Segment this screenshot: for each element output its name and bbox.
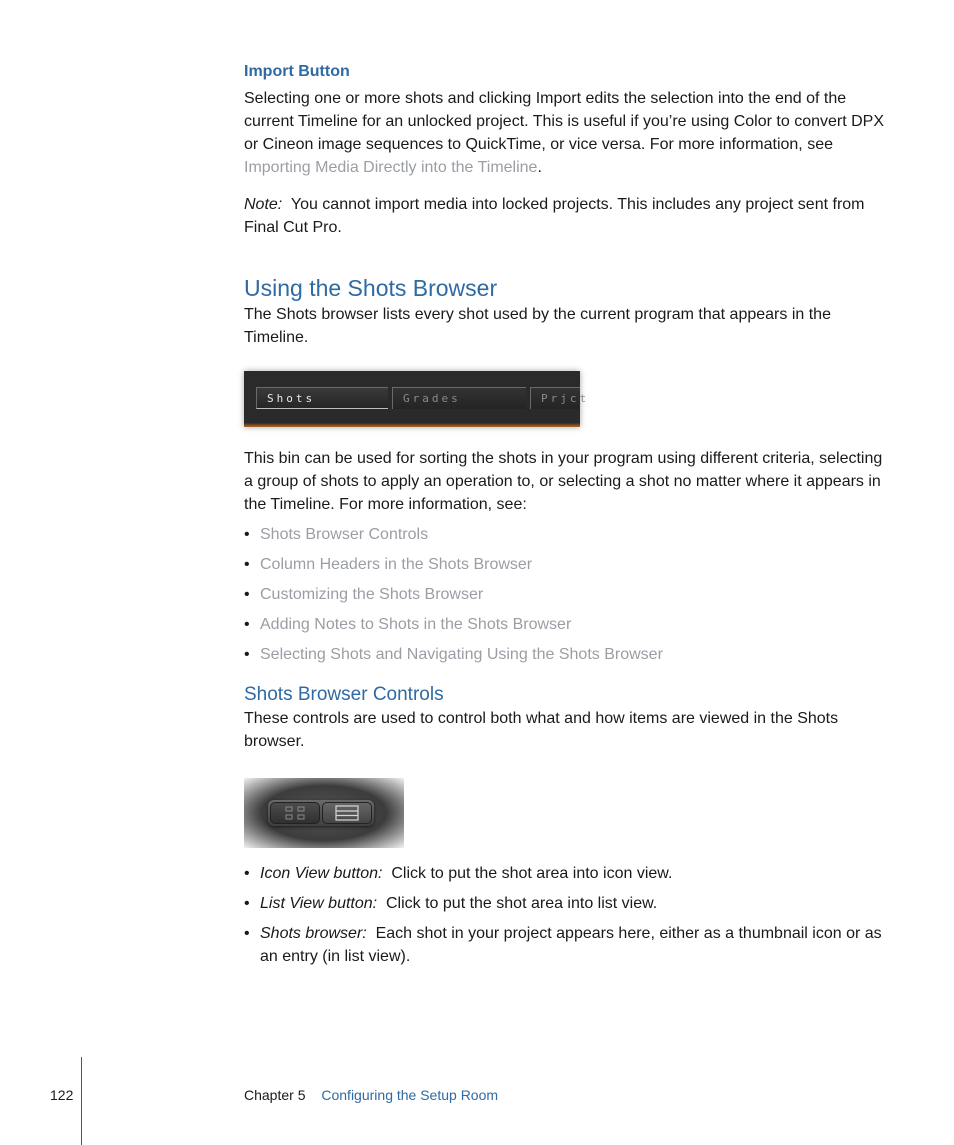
bin-description (244, 447, 884, 673)
shots-grades-tabs-image (244, 371, 590, 427)
bullet-icon: • (244, 865, 250, 882)
link-adding-notes[interactable]: Adding Notes to Shots in the Shots Browser (260, 616, 572, 633)
controls-list (244, 862, 884, 968)
list-item (244, 553, 884, 576)
list-item (244, 643, 884, 666)
tab-shots[interactable]: Shots (256, 387, 388, 409)
bullet-icon: • (244, 616, 250, 633)
bullet-icon: • (244, 925, 250, 942)
bullet-icon: • (244, 556, 250, 573)
bullet-icon: • (244, 526, 250, 543)
grid-icon (271, 803, 319, 823)
footer-chapter-title-link[interactable]: Configuring the Setup Room (321, 1087, 499, 1103)
controls-section (244, 684, 884, 753)
list-item (244, 613, 884, 636)
shots-browser-section (244, 275, 884, 349)
shots-browser-intro: The Shots browser lists every shot used by the current program that appears in the Timeline. (244, 306, 831, 346)
import-heading: Import Button (244, 63, 350, 80)
link-shots-browser-controls[interactable]: Shots Browser Controls (260, 526, 429, 543)
list-item (244, 583, 884, 606)
controls-list-container (244, 862, 884, 975)
bullet-icon: • (244, 646, 250, 663)
bullet-icon: • (244, 895, 250, 912)
controls-intro: These controls are used to control both what and how items are viewed in the Shots browser. (244, 710, 839, 750)
bullet-icon: • (244, 586, 250, 603)
footer-chapter: Chapter 5 (244, 1087, 306, 1103)
link-column-headers[interactable]: Column Headers in the Shots Browser (260, 556, 533, 573)
page-number: 122 (50, 1087, 74, 1103)
controls-heading: Shots Browser Controls (244, 684, 444, 705)
list-item (244, 862, 884, 885)
note-paragraph (244, 193, 884, 239)
tab-grades[interactable]: Grades (392, 387, 526, 409)
icon-view-button[interactable] (270, 802, 320, 824)
tabs-underglow (244, 423, 580, 427)
bin-body: This bin can be used for sorting the shots in your program using different criteria, selecting a group of shots to apply an operation to, or selecting a shot no matter where it appears in the Timeline. For more information, see: (244, 450, 883, 513)
footer (244, 1087, 498, 1103)
note-label: Note: (244, 196, 283, 213)
term-shots-browser: Shots browser: (260, 925, 367, 942)
import-body-period: . (537, 159, 542, 176)
desc-list-view: Click to put the shot area into list view. (386, 895, 658, 912)
view-button-bar (268, 800, 374, 826)
list-item (244, 892, 884, 915)
see-also-list (244, 523, 884, 666)
view-buttons-image (244, 778, 404, 848)
list-view-button[interactable] (322, 802, 372, 824)
desc-icon-view: Click to put the shot area into icon view. (391, 865, 673, 882)
desc-shots-browser: Each shot in your project appears here, either as a thumbnail icon or as an entry (in list view). (260, 925, 882, 965)
term-icon-view: Icon View button: (260, 865, 383, 882)
shots-browser-heading: Using the Shots Browser (244, 275, 498, 301)
tab-prjct[interactable]: Prjct (530, 387, 580, 409)
link-selecting-shots[interactable]: Selecting Shots and Navigating Using the Shots Browser (260, 646, 663, 663)
importing-media-link[interactable]: Importing Media Directly into the Timeline (244, 159, 538, 176)
list-icon (323, 803, 371, 823)
import-section (244, 63, 884, 239)
footer-rule (81, 1057, 82, 1145)
list-item (244, 922, 884, 968)
term-list-view: List View button: (260, 895, 378, 912)
link-customizing[interactable]: Customizing the Shots Browser (260, 586, 484, 603)
note-text: You cannot import media into locked projects. This includes any project sent from Final Cut Pro. (244, 196, 865, 236)
import-body-text: Selecting one or more shots and clicking Import edits the selection into the end of the current Timeline for an unlocked project. This is useful if you’re using Color to convert DPX or Cineon image sequences to QuickTime, or vice versa. For more information, see (244, 90, 884, 153)
import-body (244, 87, 884, 179)
list-item (244, 523, 884, 546)
